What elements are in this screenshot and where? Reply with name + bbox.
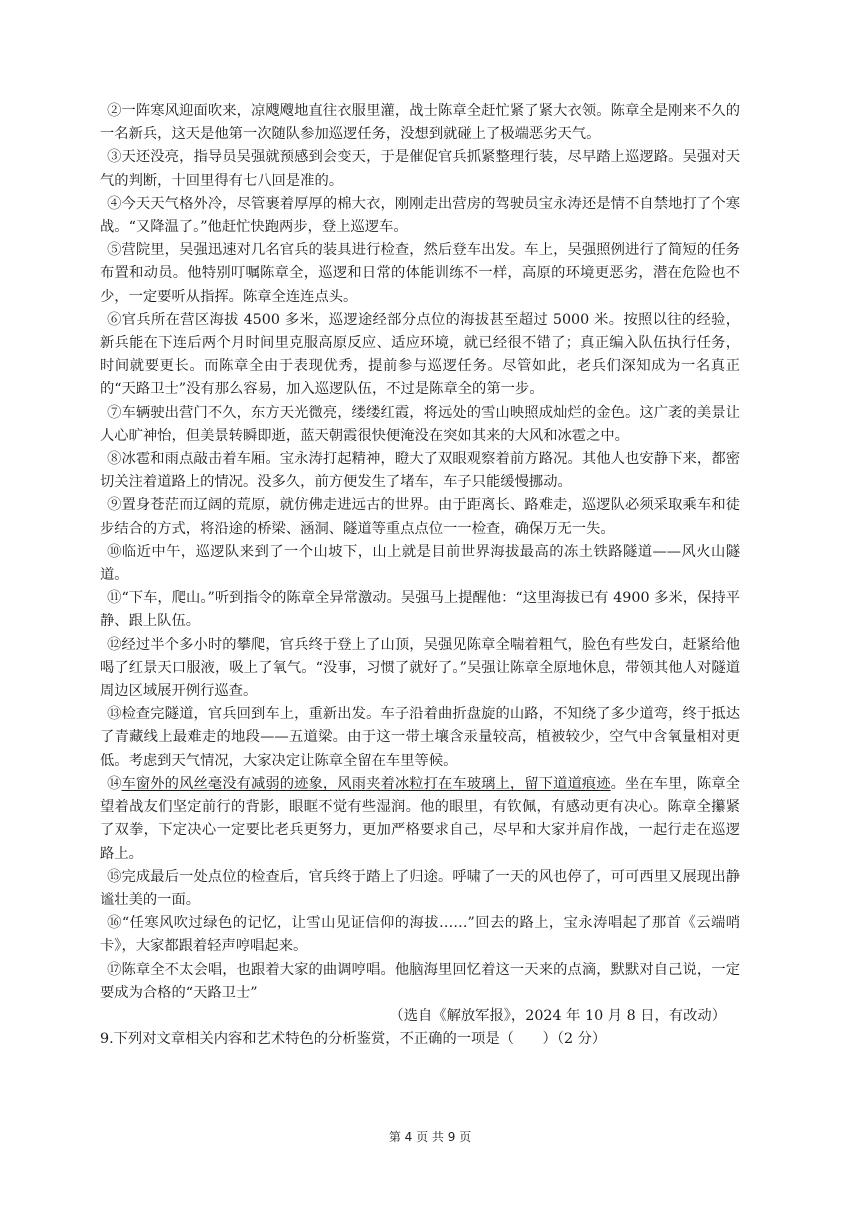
article-paragraph bbox=[100, 494, 740, 540]
article-paragraph bbox=[100, 309, 740, 402]
article-paragraph bbox=[100, 239, 740, 309]
paragraph-text: ⑥官兵所在营区海拔 4500 多米，巡逻途经部分点位的海拔甚至超过 5000 米。按照以往的经验，新兵能在下连后两个月时间里克服高原反应、适应环境，就已经很不错了；真正编入队伍执行任务，时间就要更长。而陈章全由于表现优秀，提前参与巡逻任务。尽管如此，老兵们深知成为一名真正的“天路卫士”没有那么容易，加入巡逻队伍，不过是陈章全的第一步。 bbox=[100, 311, 740, 398]
article-paragraph bbox=[100, 703, 740, 773]
paragraph-text: ⑪“下车，爬山。”听到指令的陈章全异常激动。吴强马上提醒他：“这里海拔已有 4900 多米，保持平静、跟上队伍。 bbox=[100, 590, 740, 630]
article-paragraph bbox=[100, 193, 740, 239]
article-paragraph bbox=[100, 773, 740, 866]
article-paragraph bbox=[100, 912, 740, 958]
article-body bbox=[100, 100, 740, 1051]
paragraph-text: ⑩临近中午，巡逻队来到了一个山坡下，山上就是目前世界海拔最高的冻土铁路隧道——风火山隧道。 bbox=[100, 543, 740, 584]
underlined-sentence: 车窗外的风丝毫没有减弱的迹象，风雨夹着冰粒打在车玻璃上，留下道道痕迹 bbox=[121, 775, 611, 792]
paragraph-text: ⑯“任寒风吹过绿色的记忆，让雪山见证信仰的海拔……”回去的路上，宝永涛唱起了那首《云端哨卡》，大家都跟着轻声哼唱起来。 bbox=[100, 915, 740, 955]
paragraph-text: ⑧冰雹和雨点敲击着车厢。宝永涛打起精神，瞪大了双眼观察着前方路况。其他人也安静下来，都密切关注着道路上的情况。没多久，前方便发生了堵车，车子只能缓慢挪动。 bbox=[100, 451, 740, 491]
article-paragraph bbox=[100, 866, 740, 912]
paragraph-text: ⑨置身苍茫而辽阔的荒原，就仿佛走进远古的世界。由于距离长、路难走，巡逻队必须采取乘车和徒步结合的方式，将沿途的桥梁、涵洞、隧道等重点点位一一检查，确保万无一失。 bbox=[100, 497, 740, 537]
paragraph-text: ⑤营院里，吴强迅速对几名官兵的装具进行检查，然后登车出发。车上，吴强照例进行了简短的任务布置和动员。他特别叮嘱陈章全，巡逻和日常的体能训练不一样，高原的环境更恶劣，潜在危险也不少，一定要听从指挥。陈章全连连点头。 bbox=[100, 242, 740, 305]
question-9: 9.下列对文章相关内容和艺术特色的分析鉴赏，不正确的一项是（ ）（2 分） bbox=[100, 1031, 607, 1048]
article-paragraph bbox=[100, 587, 740, 633]
paragraph-text: ②一阵寒风迎面吹来，凉飕飕地直往衣服里灌，战士陈章全赶忙紧了紧大衣领。陈章全是刚来不久的一名新兵，这天是他第一次随队参加巡逻任务，没想到就碰上了极端恶劣天气。 bbox=[100, 103, 740, 143]
paragraph-text: ⑬检查完隧道，官兵回到车上，重新出发。车子沿着曲折盘旋的山路，不知绕了多少道弯，终于抵达了青藏线上最难走的地段——五道梁。由于这一带土壤含汞量较高，植被较少，空气中含氧量相对更低。考虑到天气情况，大家决定让陈章全留在车里等候。 bbox=[100, 706, 740, 769]
article-paragraph bbox=[100, 146, 740, 192]
article-paragraph bbox=[100, 541, 740, 587]
paragraph-text: ⑭ bbox=[107, 775, 122, 792]
article-paragraph bbox=[100, 402, 740, 448]
article-paragraph bbox=[100, 959, 740, 1005]
paragraph-text: ④今天天气格外冷，尽管裹着厚厚的棉大衣，刚刚走出营房的驾驶员宝永涛还是情不自禁地打了个寒战。“又降温了。”他赶忙快跑两步，登上巡逻车。 bbox=[100, 195, 740, 236]
paragraph-text: ③天还没亮，指导员吴强就预感到会变天，于是催促官兵抓紧整理行装，尽早踏上巡逻路。吴强对天气的判断，十回里得有七八回是准的。 bbox=[100, 149, 740, 189]
paragraph-text: ⑫经过半个多小时的攀爬，官兵终于登上了山顶，吴强见陈章全喘着粗气，脸色有些发白，赶紧给他喝了红景天口服液，吸上了氧气。“没事，习惯了就好了。”吴强让陈章全原地休息，带领其他人对隧道周边区域展开例行巡查。 bbox=[100, 636, 740, 700]
article-source: （选自《解放军报》，2024 年 10 月 8 日，有改动） bbox=[389, 1007, 726, 1024]
article-paragraph bbox=[100, 634, 740, 704]
page-footer: 第 4 页 共 9 页 bbox=[388, 1130, 472, 1144]
paragraph-text: ⑦车辆驶出营门不久，东方天光微亮，缕缕红霞，将远处的雪山映照成灿烂的金色。这广袤的美景让人心旷神怡，但美景转瞬即逝，蓝天朝霞很快便淹没在突如其来的大风和冰雹之中。 bbox=[100, 404, 740, 444]
article-paragraph bbox=[100, 100, 740, 146]
paragraph-text: 。坐在车里，陈章全望着战友们坚定前行的背影，眼眶不觉有些湿润。他的眼里，有钦佩，有感动更有决心。陈章全攥紧了双拳，下定决心一定要比老兵更努力，更加严格要求自己，尽早和大家并肩作战，一起行走在巡逻路上。 bbox=[100, 775, 741, 862]
article-paragraph bbox=[100, 448, 740, 494]
paragraph-text: ⑮完成最后一处点位的检查后，官兵终于踏上了归途。呼啸了一天的风也停了，可可西里又展现出静谧壮美的一面。 bbox=[100, 868, 740, 908]
paragraph-text: ⑰陈章全不太会唱，也跟着大家的曲调哼唱。他脑海里回忆着这一天来的点滴，默默对自己说，一定要成为合格的“天路卫士” bbox=[100, 961, 740, 1001]
